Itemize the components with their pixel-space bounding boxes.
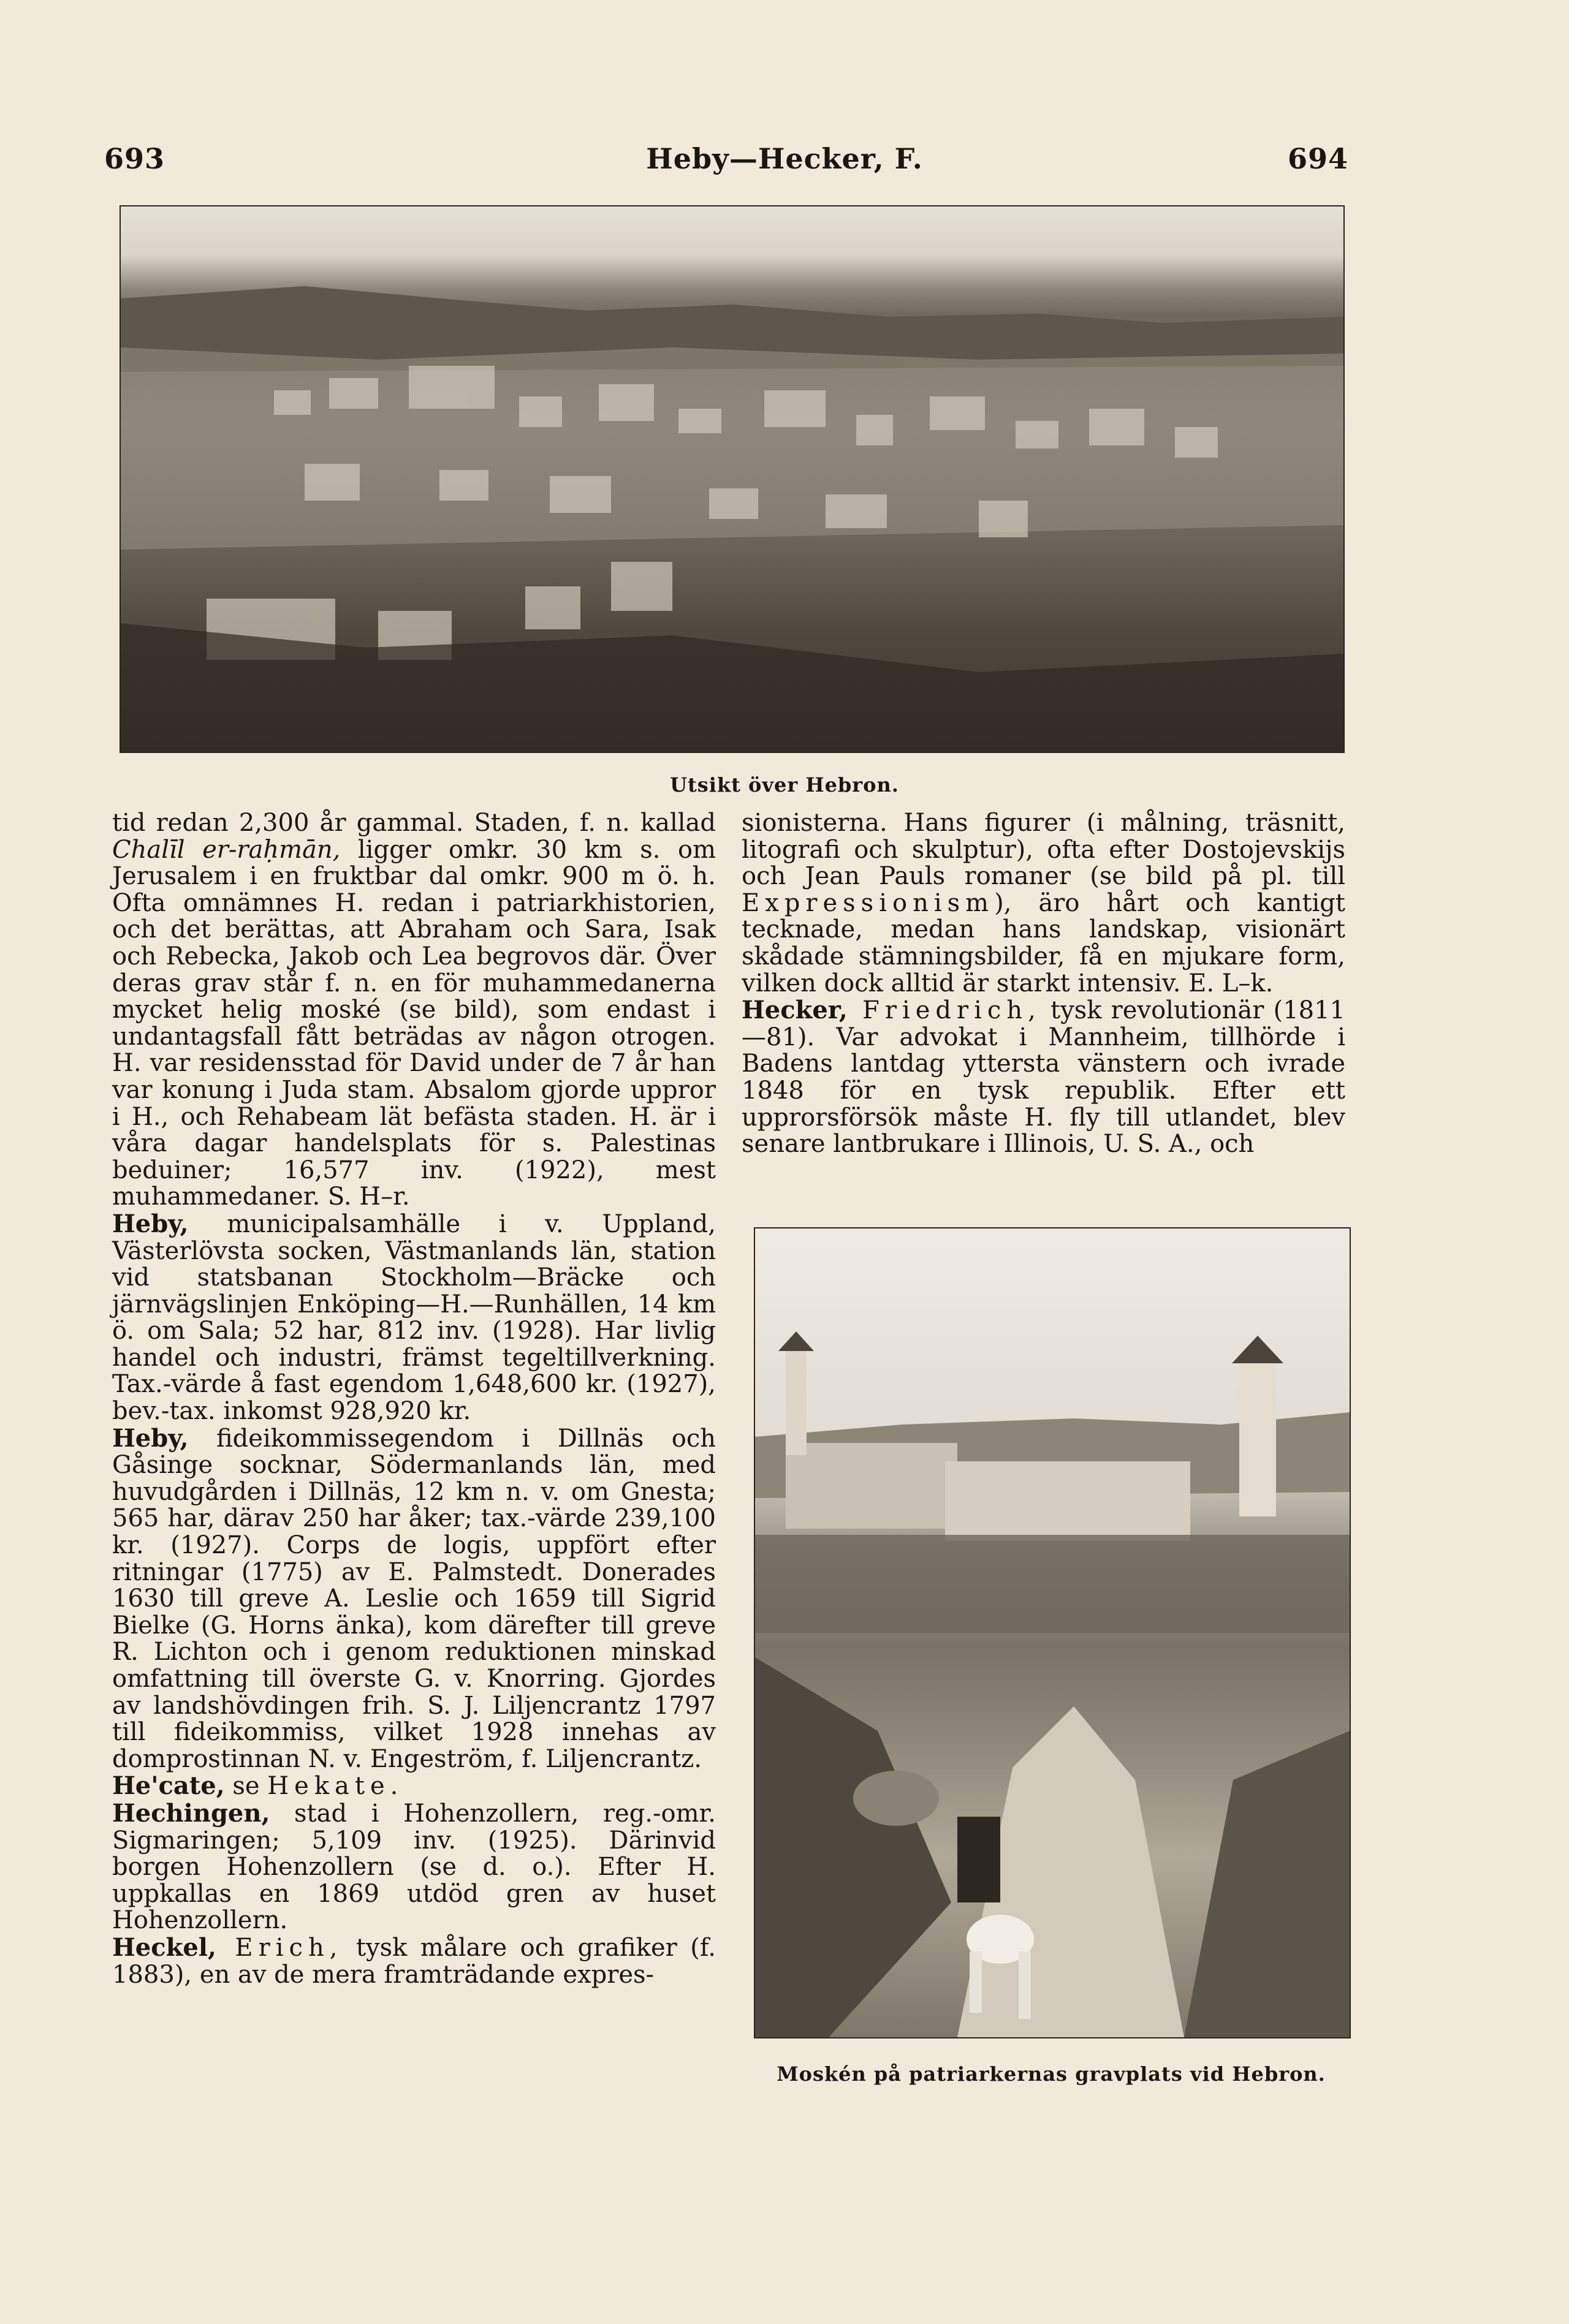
figure-caption-mosque: Moskén på patriarkernas gravplats vid Hebron. — [777, 2062, 1326, 2086]
headword: Hechingen, — [112, 1798, 270, 1828]
given-name: Erich, — [216, 1933, 343, 1962]
cross-reference: Expressionism — [742, 888, 995, 917]
page-number-right: 694 — [1287, 142, 1348, 175]
entry-hecker: Hecker, Friedrich, tysk revolutionär (1811—81). Var advokat i Mannheim, tillhörde i Badens lantdag yttersta vänstern och ivrade 1848 för en tysk republik. Efter ett upprorsförsök måste H. fly till utlandet, blev senare lantbrukare i Illinois, U. S. A., och — [742, 996, 1345, 1159]
headword: Hecker, — [742, 996, 848, 1025]
hebron-mosque-photo — [754, 1227, 1351, 2038]
arabic-name: Chalīl er-raḥmān, — [112, 835, 341, 864]
right-column — [742, 810, 1345, 1158]
entry-heby-estate: Heby, fideikommissegendom i Dillnäs och Gåsinge socknar, Södermanlands län, med huvudgården i Dillnäs, 12 km n. v. om Gnesta; 565 har, därav 250 har åker; tax.-värde 239,100 kr. (1927). Corps de logis, uppfört efter ritningar (1775) av E. Palmstedt. Donerades 1630 till greve A. Leslie och 1659 till Sigrid Bielke (G. Horns änka), kom därefter till greve R. Lichton och i genom reduktionen minskad omfattning till överste G. v. Knorring. Gjordes av landshövdingen frih. S. J. Liljencrantz 1797 till fideikommiss, vilket 1928 innehas av domprostinnan N. v. Engeström, f. Liljencrantz. — [112, 1423, 716, 1773]
entry-hebron-continued: tid redan 2,300 år gammal. Staden, f. n. kallad Chalīl er-raḥmān, ligger omkr. 30 km s. om Jerusalem i en fruktbar dal omkr. 900 m ö. h. Ofta omnämnes H. redan i patriarkhistorien, och det berättas, att Abraham och Sara, Isak och Rebecka, Jakob och Lea begrovos där. Över deras grav står f. n. en för muhammedanerna mycket helig moské (se bild), som endast i undantagsfall fått beträdas av någon otrogen. H. var residensstad för David under de 7 år han var konung i Juda stam. Absalom gjorde uppror i H., och Rehabeam lät befästa staden. H. är i våra dagar handelsplats för s. Palestinas beduiner; 16,577 inv. (1922), mest muhammedaner. S. H–r. — [112, 809, 716, 1211]
headword: He'cate, — [112, 1771, 225, 1801]
entry-heby-municipality: Heby, municipalsamhälle i v. Uppland, Västerlövsta socken, Västmanlands län, station vid statsbanan Stockholm—Bräcke och järnvägslinjen Enköping—H.—Runhällen, 14 km ö. om Sala; 52 har, 812 inv. (1928). Har livlig handel och industri, främst tegeltillverkning. Tax.-värde å fast egendom 1,648,600 kr. (1927), bev.-tax. inkomst 928,920 kr. — [112, 1209, 716, 1426]
entry-heckel-continued: sionisterna. Hans figurer (i målning, träsnitt, litografi och skulptur), ofta efter Dostojevskijs och Jean Pauls romaner (se bild på pl. till Expressionism), äro hårt och kantigt tecknade, medan hans landskap, visionärt skådade stämningsbilder, få en mjukare form, vilken dock alltid är starkt intensiv. E. L–k. — [742, 809, 1345, 997]
headword: Heckel, — [112, 1932, 216, 1962]
headword: Heby, — [112, 1209, 189, 1238]
entry-hecate: He'cate, se Hekate. — [112, 1771, 404, 1801]
page-number-left: 693 — [104, 142, 165, 175]
cross-reference: Hekate. — [267, 1772, 404, 1801]
figure-caption-panorama: Utsikt över Hebron. — [670, 773, 899, 797]
given-name: Friedrich, — [847, 996, 1041, 1025]
running-head: Heby—Hecker, F. — [646, 142, 923, 175]
entry-heckel: Heckel, Erich, tysk målare och grafiker (f. 1883), en av de mera framträdande expres- — [112, 1932, 716, 1989]
left-column — [112, 810, 716, 1988]
headword: Heby, — [112, 1423, 189, 1453]
entry-hechingen: Hechingen, stad i Hohenzollern, reg.-omr. Sigmaringen; 5,109 inv. (1925). Därinvid borgen Hohenzollern (se d. o.). Efter H. uppkallas en 1869 utdöd gren av huset Hohenzollern. — [112, 1798, 716, 1935]
hebron-panorama-photo — [120, 205, 1345, 753]
